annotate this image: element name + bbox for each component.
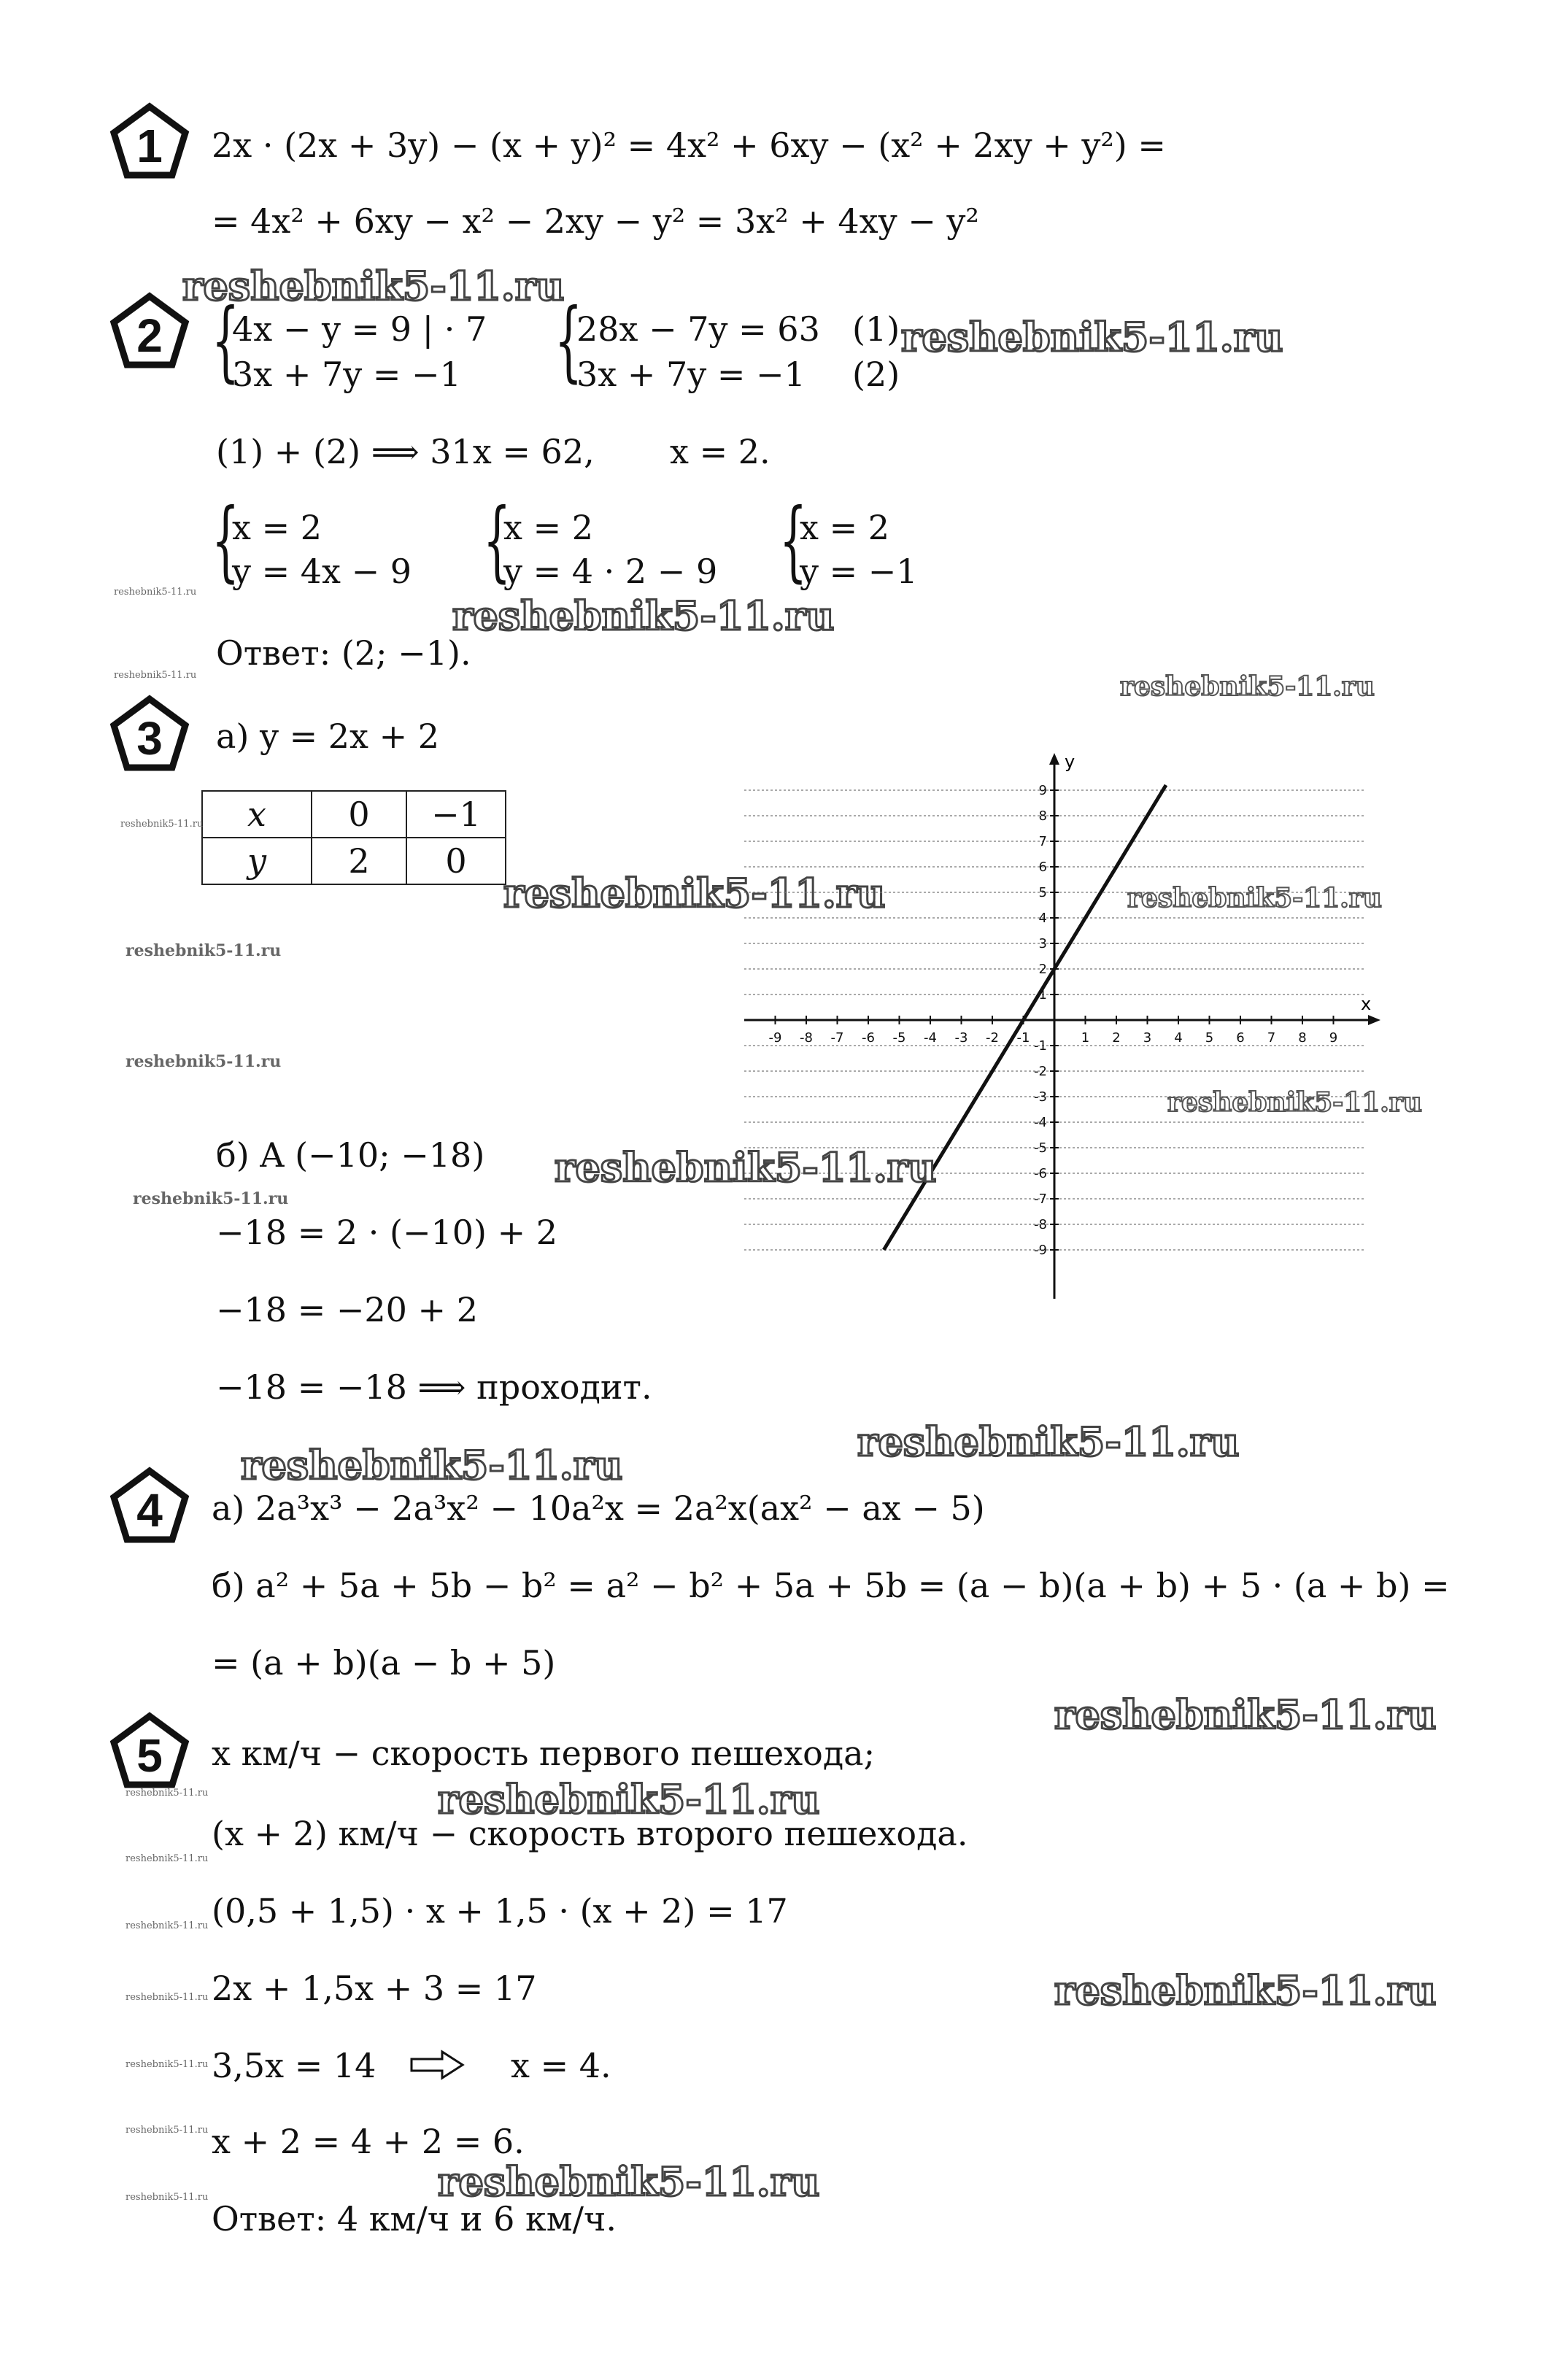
watermark: reshebnik5-11.ru	[125, 2125, 209, 2136]
task-5-line-2: (x + 2) км/ч − скорость второго пешехода.	[212, 1814, 968, 1853]
table-cell: 0	[406, 838, 506, 884]
watermark: reshebnik5-11.ru	[1120, 671, 1375, 702]
x-tick-label: -2	[986, 1030, 999, 1046]
y-axis-label: y	[1065, 752, 1075, 772]
task-2-badge	[109, 292, 190, 369]
task-2-answer: Ответ: (2; −1).	[216, 633, 471, 673]
y-tick-label: -8	[1034, 1217, 1047, 1232]
table-cell: 2	[312, 838, 406, 884]
x-tick-label: -4	[924, 1030, 937, 1046]
watermark: reshebnik5-11.ru	[438, 1776, 820, 1823]
x-axis-label: x	[1361, 994, 1372, 1014]
x-value-line: x = 2.	[670, 432, 771, 471]
svg-text:4: 4	[136, 1484, 163, 1537]
task-3-part-b: б) A (−10; −18)	[216, 1135, 485, 1175]
task-5-badge	[109, 1712, 190, 1789]
y-tick-label: -6	[1034, 1166, 1047, 1181]
equation-tag-1: (1)	[852, 309, 900, 349]
watermark: reshebnik5-11.ru	[503, 870, 886, 916]
implication-arrow-icon	[409, 2047, 467, 2082]
x-tick-label: -7	[830, 1030, 844, 1046]
watermark: reshebnik5-11.ru	[1054, 1967, 1437, 2014]
task-1-badge	[109, 102, 190, 179]
table-cell: −1	[406, 791, 506, 838]
y-tick-label: 9	[1038, 783, 1047, 798]
pentagon-icon	[109, 1467, 190, 1544]
table-cell: 0	[312, 791, 406, 838]
watermark: reshebnik5-11.ru	[125, 1052, 282, 1071]
pentagon-icon	[109, 102, 190, 179]
x-tick-label: 4	[1174, 1030, 1183, 1046]
y-tick-label: -7	[1034, 1191, 1047, 1207]
task-5-line-4: 2x + 1,5x + 3 = 17	[212, 1969, 537, 2008]
task-4-part-a: а) 2a³x³ − 2a³x² − 10a²x = 2a²x(ax² − ax − 5)	[212, 1488, 985, 1528]
x-tick-label: -3	[954, 1030, 968, 1046]
y-tick-label: 1	[1038, 987, 1047, 1003]
system-brace: {	[555, 290, 583, 392]
system-b-eq-1: x = 2	[503, 508, 593, 547]
watermark: reshebnik5-11.ru	[182, 263, 565, 309]
system-brace: {	[779, 490, 808, 592]
x-tick-label: -9	[768, 1030, 782, 1046]
y-tick-label: -2	[1034, 1064, 1047, 1079]
task-5-line-1: x км/ч − скорость первого пешехода;	[212, 1734, 876, 1773]
y-tick-label: 4	[1038, 911, 1047, 926]
task-5-answer: Ответ: 4 км/ч и 6 км/ч.	[212, 2199, 617, 2239]
watermark: reshebnik5-11.ru	[125, 1920, 209, 1931]
watermark: reshebnik5-11.ru	[1054, 1691, 1437, 1738]
system-a-eq-1: x = 2	[232, 508, 322, 547]
task-3-calc-1: −18 = 2 · (−10) + 2	[216, 1213, 558, 1252]
watermark: reshebnik5-11.ru	[241, 1442, 623, 1488]
watermark: reshebnik5-11.ru	[125, 941, 282, 960]
watermark: reshebnik5-11.ru	[114, 670, 197, 681]
table-cell: x	[202, 791, 312, 838]
table-row	[202, 838, 506, 884]
y-tick-label: 3	[1038, 936, 1047, 951]
task-3-badge	[109, 695, 190, 772]
x-tick-label: -8	[800, 1030, 813, 1046]
task-4-part-b: б) a² + 5a + 5b − b² = a² − b² + 5a + 5b = (a − b)(a + b) + 5 · (a + b) =	[212, 1566, 1450, 1605]
function-graph	[744, 752, 1386, 1306]
system-brace: {	[212, 490, 240, 592]
task-1-line-1: 2x · (2x + 3y) − (x + y)² = 4x² + 6xy − (x² + 2xy + y²) =	[212, 125, 1166, 165]
watermark: reshebnik5-11.ru	[901, 314, 1283, 360]
y-tick-label: -3	[1034, 1089, 1047, 1105]
task-3-part-a: а) y = 2x + 2	[216, 717, 440, 756]
system-2-eq-2: 3x + 7y = −1	[576, 355, 806, 394]
y-tick-label: -9	[1034, 1243, 1047, 1258]
task-3-calc-2: −18 = −20 + 2	[216, 1290, 478, 1329]
y-tick-label: 7	[1038, 834, 1047, 849]
svg-text:1: 1	[136, 120, 163, 172]
pentagon-icon	[109, 1712, 190, 1789]
x-axis-arrow	[1368, 1015, 1380, 1025]
equation-tag-2: (2)	[852, 355, 900, 394]
y-tick-label: -5	[1034, 1140, 1047, 1156]
pentagon-icon	[109, 695, 190, 772]
svg-text:2: 2	[136, 309, 163, 362]
svg-text:5: 5	[136, 1729, 163, 1782]
x-tick-label: 3	[1143, 1030, 1152, 1046]
svg-text:3: 3	[136, 712, 163, 765]
watermark: reshebnik5-11.ru	[125, 2192, 209, 2203]
task-4-part-b-2: = (a + b)(a − b + 5)	[212, 1643, 556, 1683]
value-table	[201, 790, 506, 885]
pentagon-icon	[109, 292, 190, 369]
table-row	[202, 791, 506, 838]
x-tick-label: 8	[1298, 1030, 1307, 1046]
watermark: reshebnik5-11.ru	[114, 587, 197, 598]
x-tick-label: -6	[862, 1030, 875, 1046]
watermark: reshebnik5-11.ru	[555, 1144, 937, 1191]
watermark: reshebnik5-11.ru	[452, 592, 835, 639]
y-tick-label: 8	[1038, 808, 1047, 824]
x-tick-label: 6	[1236, 1030, 1245, 1046]
y-tick-label: 5	[1038, 885, 1047, 900]
system-b-eq-2: y = 4 · 2 − 9	[503, 552, 718, 591]
x-tick-label: -5	[892, 1030, 906, 1046]
sum-line: (1) + (2) ⟹ 31x = 62,	[216, 432, 595, 471]
watermark: reshebnik5-11.ru	[438, 2158, 820, 2205]
x-tick-label: 5	[1205, 1030, 1214, 1046]
system-c-eq-1: x = 2	[800, 508, 889, 547]
y-tick-label: -1	[1034, 1038, 1047, 1054]
task-5-line-3: (0,5 + 1,5) · x + 1,5 · (x + 2) = 17	[212, 1891, 788, 1931]
watermark: reshebnik5-11.ru	[133, 1189, 289, 1208]
axes	[744, 753, 1380, 1299]
watermark: reshebnik5-11.ru	[125, 1992, 209, 2003]
system-1-eq-2: 3x + 7y = −1	[232, 355, 461, 394]
system-c-eq-2: y = −1	[800, 552, 918, 591]
y-axis-arrow	[1049, 753, 1059, 765]
x-tick-label: 9	[1329, 1030, 1338, 1046]
system-brace: {	[212, 290, 240, 392]
system-1-eq-1: 4x − y = 9 | · 7	[232, 309, 487, 349]
watermark: reshebnik5-11.ru	[125, 2059, 209, 2070]
x-tick-label: -1	[1016, 1030, 1030, 1046]
x-tick-label: 7	[1267, 1030, 1276, 1046]
watermark: reshebnik5-11.ru	[120, 819, 204, 830]
task-4-badge	[109, 1467, 190, 1544]
y-tick-label: 2	[1038, 962, 1047, 977]
y-tick-label: -4	[1034, 1115, 1047, 1130]
system-brace: {	[483, 490, 511, 592]
task-5-line-6: x + 2 = 4 + 2 = 6.	[212, 2122, 525, 2161]
system-a-eq-2: y = 4x − 9	[232, 552, 412, 591]
system-2-eq-1: 28x − 7y = 63	[576, 309, 820, 349]
watermark: reshebnik5-11.ru	[125, 1788, 209, 1799]
task-3-calc-3: −18 = −18 ⟹ проходит.	[216, 1367, 652, 1407]
watermark: reshebnik5-11.ru	[125, 1853, 209, 1864]
watermark: reshebnik5-11.ru	[1167, 1087, 1422, 1118]
x-tick-label: 1	[1081, 1030, 1090, 1046]
task-1-line-2: = 4x² + 6xy − x² − 2xy − y² = 3x² + 4xy − y²	[212, 201, 979, 241]
watermark: reshebnik5-11.ru	[857, 1418, 1240, 1465]
y-tick-label: 6	[1038, 860, 1047, 875]
task-5-x-result: x = 4.	[511, 2046, 611, 2085]
watermark: reshebnik5-11.ru	[1127, 883, 1382, 914]
x-tick-label: 2	[1112, 1030, 1121, 1046]
table-cell: y	[202, 838, 312, 884]
task-5-line-5: 3,5x = 14	[212, 2046, 376, 2085]
